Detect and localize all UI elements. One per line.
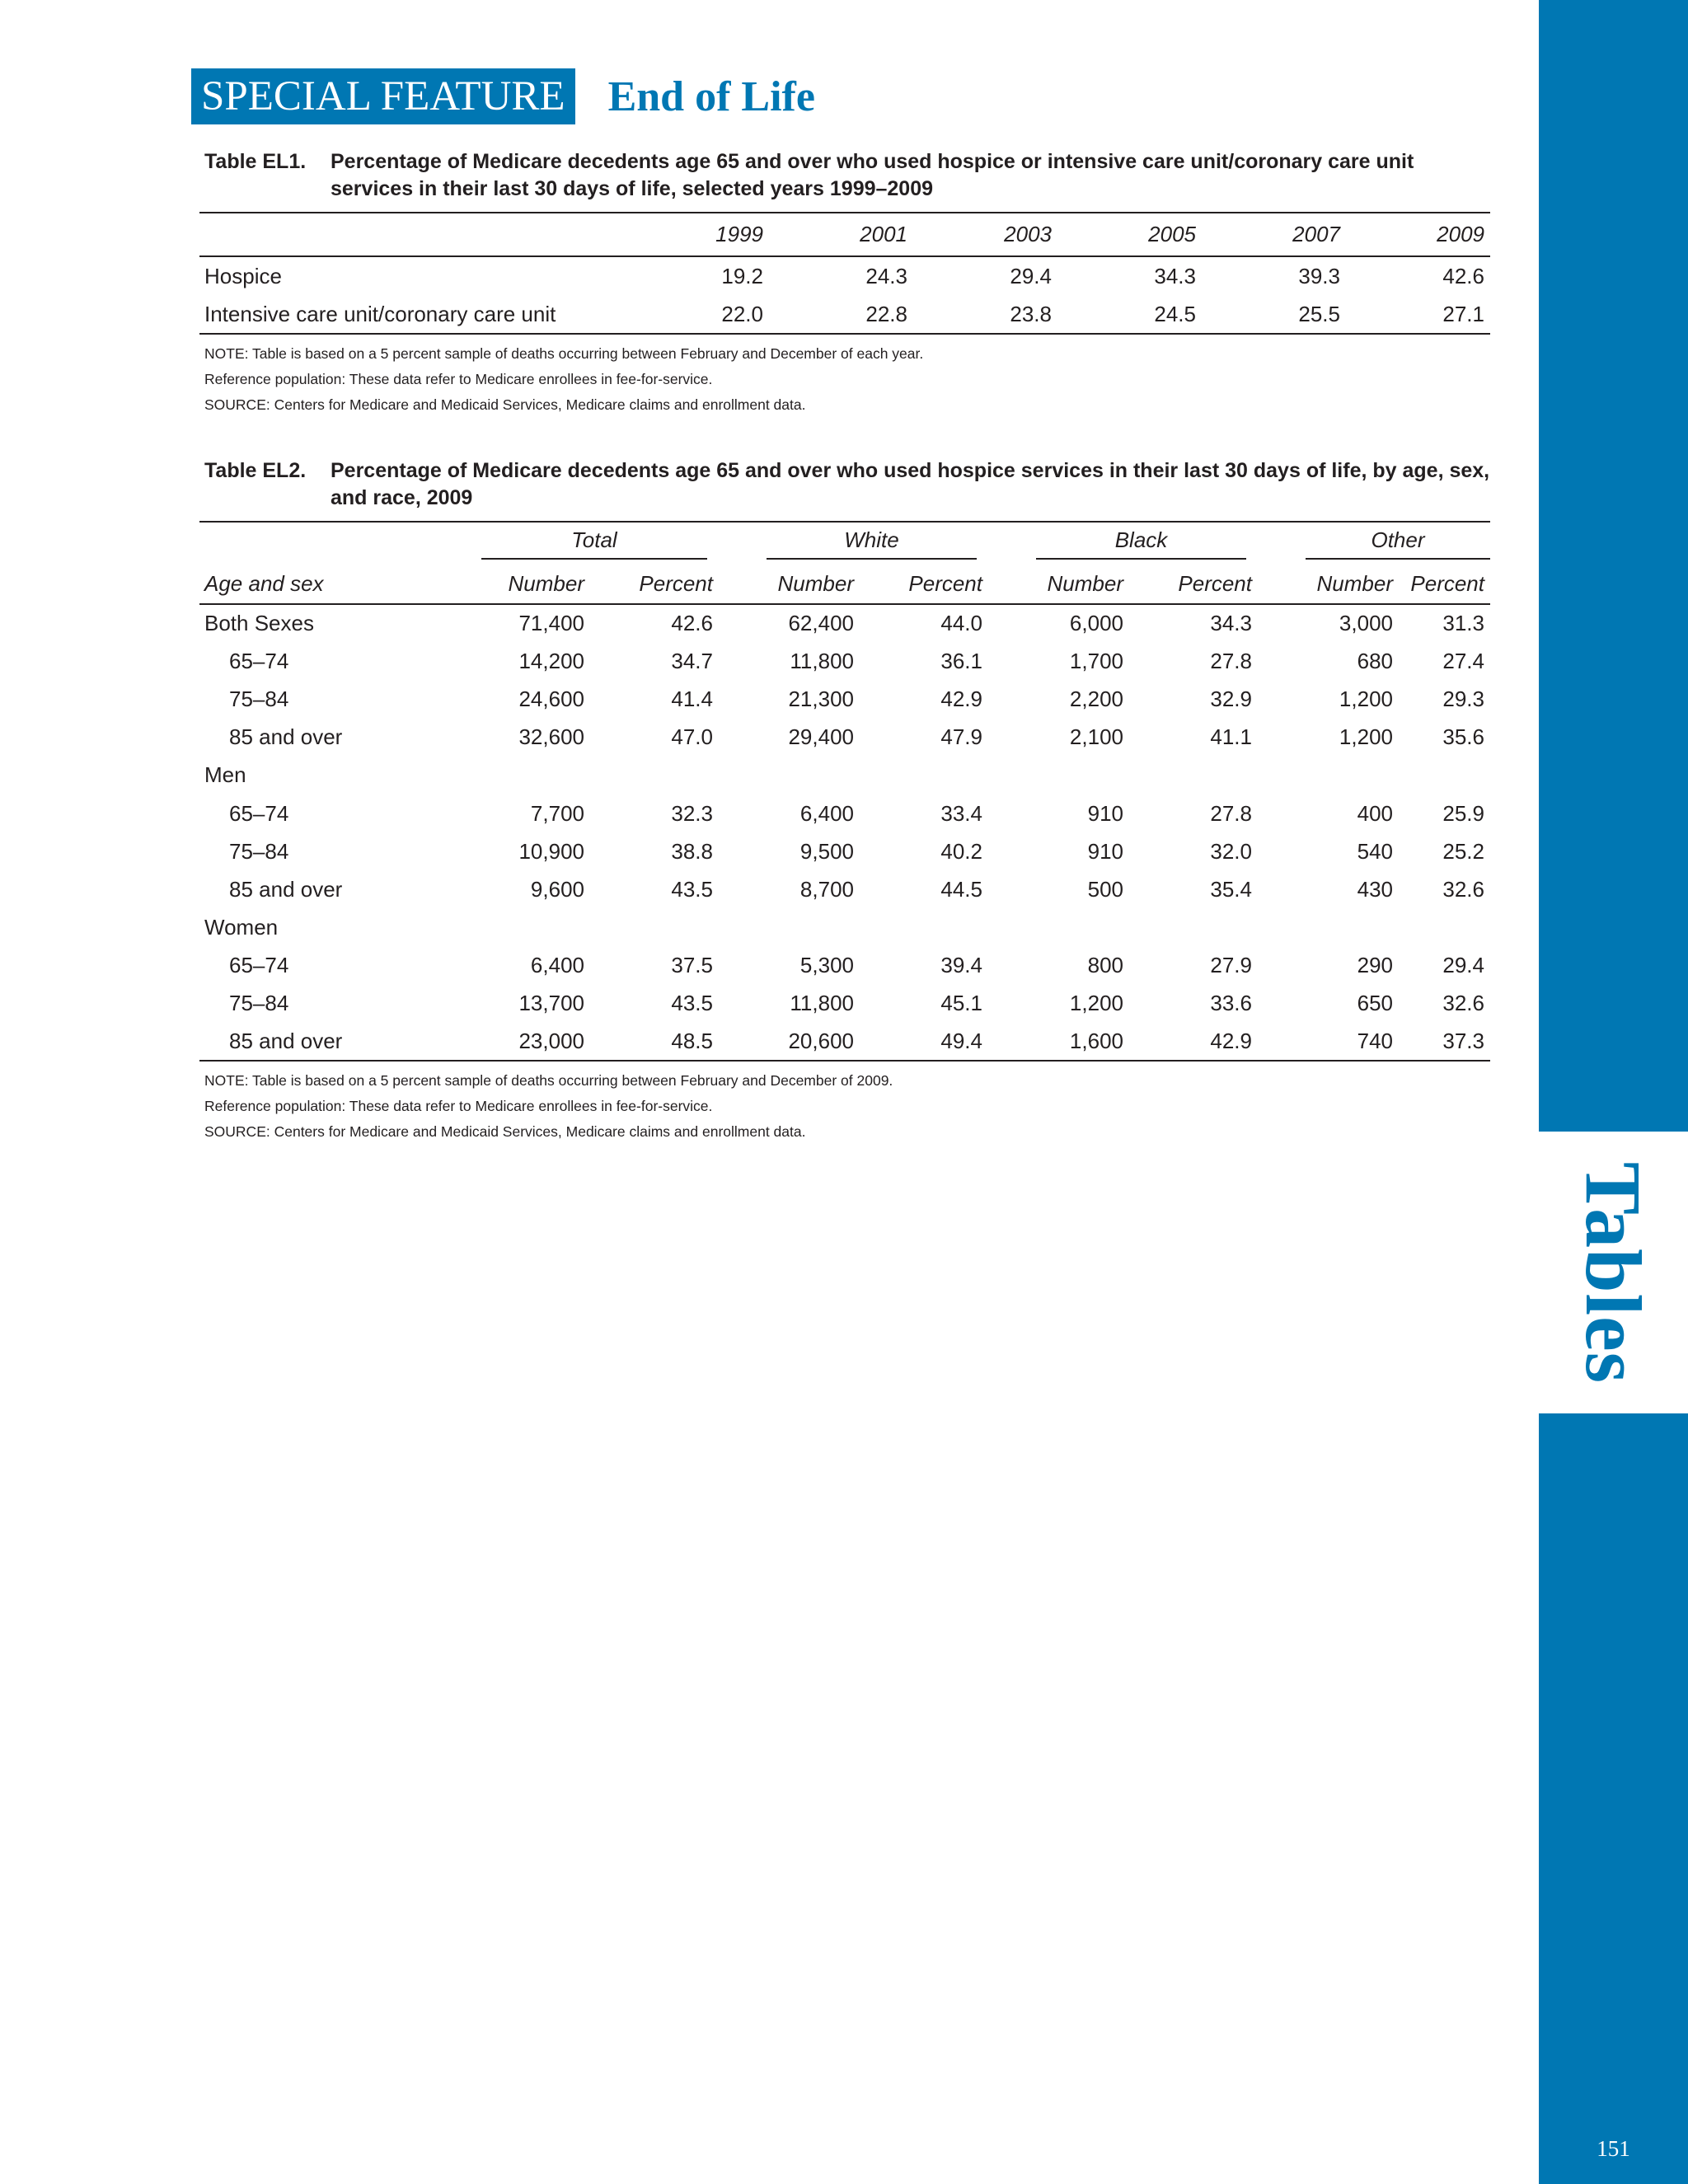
column-header: Percent: [1410, 571, 1484, 596]
row-label: 75–84: [229, 991, 289, 1016]
table-cell: 48.5: [671, 1029, 713, 1054]
table-row: [199, 719, 1490, 757]
table-cell: 36.1: [940, 648, 982, 673]
column-header: Number: [1047, 571, 1123, 596]
table-cell: 33.6: [1210, 991, 1252, 1016]
table-cell: 35.6: [1442, 724, 1484, 750]
table-cell: 38.8: [671, 838, 713, 864]
table-el2: [199, 457, 1490, 1145]
table-cell: 32.6: [1442, 991, 1484, 1016]
table-cell: 7,700: [530, 800, 584, 826]
table-cell: 42.9: [940, 686, 982, 711]
table-cell: 27.8: [1210, 648, 1252, 673]
table-cell: 1,200: [1339, 724, 1393, 750]
row-label: 65–74: [229, 800, 289, 826]
table-el1-stub-header: [199, 213, 625, 256]
table-cell: 6,400: [799, 800, 854, 826]
row-label: Hospice: [204, 263, 282, 288]
table-cell: 32.9: [1210, 686, 1252, 711]
table-cell: 32.3: [671, 800, 713, 826]
table-cell: 39.4: [940, 953, 982, 978]
table-cell: 42.9: [1210, 1029, 1252, 1054]
row-label: Both Sexes: [204, 611, 314, 636]
column-header: Number: [777, 571, 854, 596]
table-cell: 47.9: [940, 724, 982, 750]
sidebar-bottom-band: [1539, 1413, 1688, 2184]
table-el2-group-row: [199, 522, 1490, 565]
table-cell: 29.3: [1442, 686, 1484, 711]
table-cell: 27.9: [1210, 953, 1252, 978]
table-cell: 35.4: [1210, 876, 1252, 902]
column-header: Number: [508, 571, 584, 596]
table-cell: 39.3: [1298, 263, 1340, 288]
source-text: SOURCE: Centers for Medicare and Medicaid Services, Medicare claims and enrollment data.: [204, 396, 806, 413]
table-el1: [199, 148, 1490, 418]
table-cell: 34.3: [1154, 263, 1196, 288]
table-row: [199, 642, 1490, 680]
table-cell: 1,600: [1069, 1029, 1123, 1054]
table-cell: 32.6: [1442, 876, 1484, 902]
table-cell: [719, 757, 860, 794]
table-cell: 19.2: [721, 263, 763, 288]
table-cell: 42.6: [671, 611, 713, 636]
row-label: 85 and over: [229, 1029, 343, 1054]
stub-header: Age and sex: [204, 571, 324, 596]
group-header-white: White: [719, 522, 988, 565]
table-cell: 1,200: [1339, 686, 1393, 711]
table-cell: 34.7: [671, 648, 713, 673]
table-row: [199, 947, 1490, 985]
sidebar-label-text: Tables: [1569, 1161, 1658, 1384]
table-cell: [590, 757, 719, 794]
table-cell: 6,400: [530, 953, 584, 978]
table-el1-number: Table EL1.: [204, 150, 307, 173]
note-text: NOTE: Table is based on a 5 percent sample of deaths occurring between February and December of each year.: [204, 345, 924, 362]
table-cell: 2,100: [1069, 724, 1123, 750]
group-header-other: Other: [1258, 522, 1490, 565]
table-el2-subheader-row: [199, 565, 1490, 604]
row-label: Men: [204, 762, 246, 788]
table-cell: 23.8: [1010, 301, 1052, 326]
column-header: Number: [1316, 571, 1393, 596]
table-cell: 11,800: [790, 648, 854, 673]
table-cell: [1258, 757, 1399, 794]
table-el1-grid: [199, 212, 1490, 335]
table-cell: 23,000: [518, 1029, 584, 1054]
table-cell: 20,600: [788, 1029, 854, 1054]
table-cell: [1129, 757, 1258, 794]
table-cell: 9,600: [530, 876, 584, 902]
table-cell: 49.4: [940, 1029, 982, 1054]
row-label: 75–84: [229, 838, 289, 864]
table-row: [199, 985, 1490, 1023]
table-cell: 290: [1357, 953, 1393, 978]
table-cell: 37.3: [1442, 1029, 1484, 1054]
table-el1-notes: [204, 341, 1490, 418]
table-cell: 2,200: [1069, 686, 1123, 711]
table-row: [199, 832, 1490, 870]
row-label: 65–74: [229, 648, 289, 673]
row-label: 85 and over: [229, 876, 343, 902]
table-cell: 22.8: [865, 301, 907, 326]
table-cell: 680: [1357, 648, 1393, 673]
table-cell: 29,400: [788, 724, 854, 750]
table-el1-title: Percentage of Medicare decedents age 65 and over who used hospice or intensive care unit/coronary care unit services in their last 30 days of life, selected years 1999–2009: [331, 150, 1414, 200]
table-row: [199, 794, 1490, 832]
column-header: 2003: [1004, 222, 1052, 246]
table-cell: 43.5: [671, 991, 713, 1016]
table-cell: 29.4: [1010, 263, 1052, 288]
table-cell: [860, 909, 988, 947]
table-cell: 11,800: [790, 991, 854, 1016]
table-row: [199, 870, 1490, 908]
table-cell: 9,500: [799, 838, 854, 864]
table-cell: 22.0: [721, 301, 763, 326]
column-header: Percent: [639, 571, 713, 596]
note-text: NOTE: Table is based on a 5 percent sample of deaths occurring between February and December of 2009.: [204, 1072, 893, 1090]
table-el2-body: [199, 604, 1490, 1061]
table-cell: 32.0: [1210, 838, 1252, 864]
table-cell: 25.2: [1442, 838, 1484, 864]
column-header: 2007: [1292, 222, 1340, 246]
group-header-black: Black: [988, 522, 1258, 565]
table-cell: 27.8: [1210, 800, 1252, 826]
table-row: [199, 604, 1490, 642]
table-cell: [1258, 909, 1399, 947]
sidebar-top-band: [1539, 0, 1688, 1132]
reference-text: Reference population: These data refer to Medicare enrollees in fee-for-service.: [204, 371, 713, 387]
table-cell: 42.6: [1442, 263, 1484, 288]
table-row: [199, 680, 1490, 718]
table-cell: 21,300: [788, 686, 854, 711]
table-cell: 71,400: [518, 611, 584, 636]
table-cell: 29.4: [1442, 953, 1484, 978]
feature-title: End of Life: [607, 73, 815, 120]
table-cell: 43.5: [671, 876, 713, 902]
table-cell: [988, 909, 1129, 947]
row-label: Women: [204, 915, 279, 940]
table-cell: 41.4: [671, 686, 713, 711]
table-row: [199, 909, 1490, 947]
page-header: [191, 68, 815, 124]
table-cell: 31.3: [1442, 611, 1484, 636]
table-cell: 34.3: [1210, 611, 1252, 636]
table-cell: 40.2: [940, 838, 982, 864]
reference-text: Reference population: These data refer to Medicare enrollees in fee-for-service.: [204, 1098, 713, 1115]
table-el1-header-row: [199, 213, 1490, 256]
table-cell: 24,600: [518, 686, 584, 711]
table-cell: 25.5: [1298, 301, 1340, 326]
table-cell: 500: [1087, 876, 1123, 902]
table-cell: 14,200: [518, 648, 584, 673]
table-cell: [860, 757, 988, 794]
row-label: Intensive care unit/coronary care unit: [204, 301, 556, 326]
table-el2-grid: [199, 521, 1490, 1062]
table-cell: 37.5: [671, 953, 713, 978]
table-row: [199, 256, 1490, 295]
sidebar-section-label: [1539, 1132, 1688, 1413]
table-cell: 24.5: [1154, 301, 1196, 326]
table-cell: 13,700: [518, 991, 584, 1016]
table-cell: 44.0: [940, 611, 982, 636]
table-cell: 47.0: [671, 724, 713, 750]
table-cell: 27.1: [1442, 301, 1484, 326]
table-cell: 41.1: [1210, 724, 1252, 750]
row-label: 85 and over: [229, 724, 343, 750]
table-cell: 3,000: [1339, 611, 1393, 636]
table-cell: 45.1: [940, 991, 982, 1016]
row-label: 75–84: [229, 686, 289, 711]
table-cell: 25.9: [1442, 800, 1484, 826]
column-header: 2009: [1437, 222, 1484, 246]
table-el2-number: Table EL2.: [204, 459, 307, 482]
table-cell: 910: [1087, 838, 1123, 864]
table-el2-notes: [204, 1068, 1490, 1145]
table-cell: 33.4: [940, 800, 982, 826]
table-cell: 540: [1357, 838, 1393, 864]
table-cell: 430: [1357, 876, 1393, 902]
table-cell: [1399, 909, 1490, 947]
source-text: SOURCE: Centers for Medicare and Medicaid Services, Medicare claims and enrollment data.: [204, 1123, 806, 1141]
table-cell: 910: [1087, 800, 1123, 826]
column-header: 2005: [1148, 222, 1196, 246]
table-cell: [590, 909, 719, 947]
table-cell: 5,300: [799, 953, 854, 978]
table-el2-caption: [204, 457, 1490, 512]
row-label: 65–74: [229, 953, 289, 978]
table-cell: 62,400: [788, 611, 854, 636]
table-cell: 800: [1087, 953, 1123, 978]
table-cell: 650: [1357, 991, 1393, 1016]
table-cell: 8,700: [799, 876, 854, 902]
table-cell: 27.4: [1442, 648, 1484, 673]
table-row: [199, 757, 1490, 794]
group-header-total: Total: [462, 522, 719, 565]
table-cell: 44.5: [940, 876, 982, 902]
table-cell: 6,000: [1069, 611, 1123, 636]
table-cell: [719, 909, 860, 947]
column-header: Percent: [908, 571, 982, 596]
table-cell: 740: [1357, 1029, 1393, 1054]
table-cell: 1,200: [1069, 991, 1123, 1016]
column-header: 1999: [715, 222, 763, 246]
table-cell: 1,700: [1069, 648, 1123, 673]
table-cell: [462, 909, 590, 947]
feature-label: SPECIAL FEATURE: [191, 68, 575, 124]
table-cell: [988, 757, 1129, 794]
table-cell: 24.3: [865, 263, 907, 288]
table-row: [199, 295, 1490, 334]
table-row: [199, 1023, 1490, 1061]
table-cell: [1399, 757, 1490, 794]
table-el1-caption: [204, 148, 1490, 203]
table-cell: [1129, 909, 1258, 947]
table-cell: 400: [1357, 800, 1393, 826]
table-cell: 10,900: [518, 838, 584, 864]
page-number: 151: [1597, 2136, 1630, 2161]
table-el2-title: Percentage of Medicare decedents age 65 and over who used hospice services in their last 30 days of life, by age, sex, and race, 2009: [331, 459, 1490, 509]
column-header: 2001: [860, 222, 907, 246]
table-cell: [462, 757, 590, 794]
table-cell: 32,600: [518, 724, 584, 750]
column-header: Percent: [1178, 571, 1252, 596]
